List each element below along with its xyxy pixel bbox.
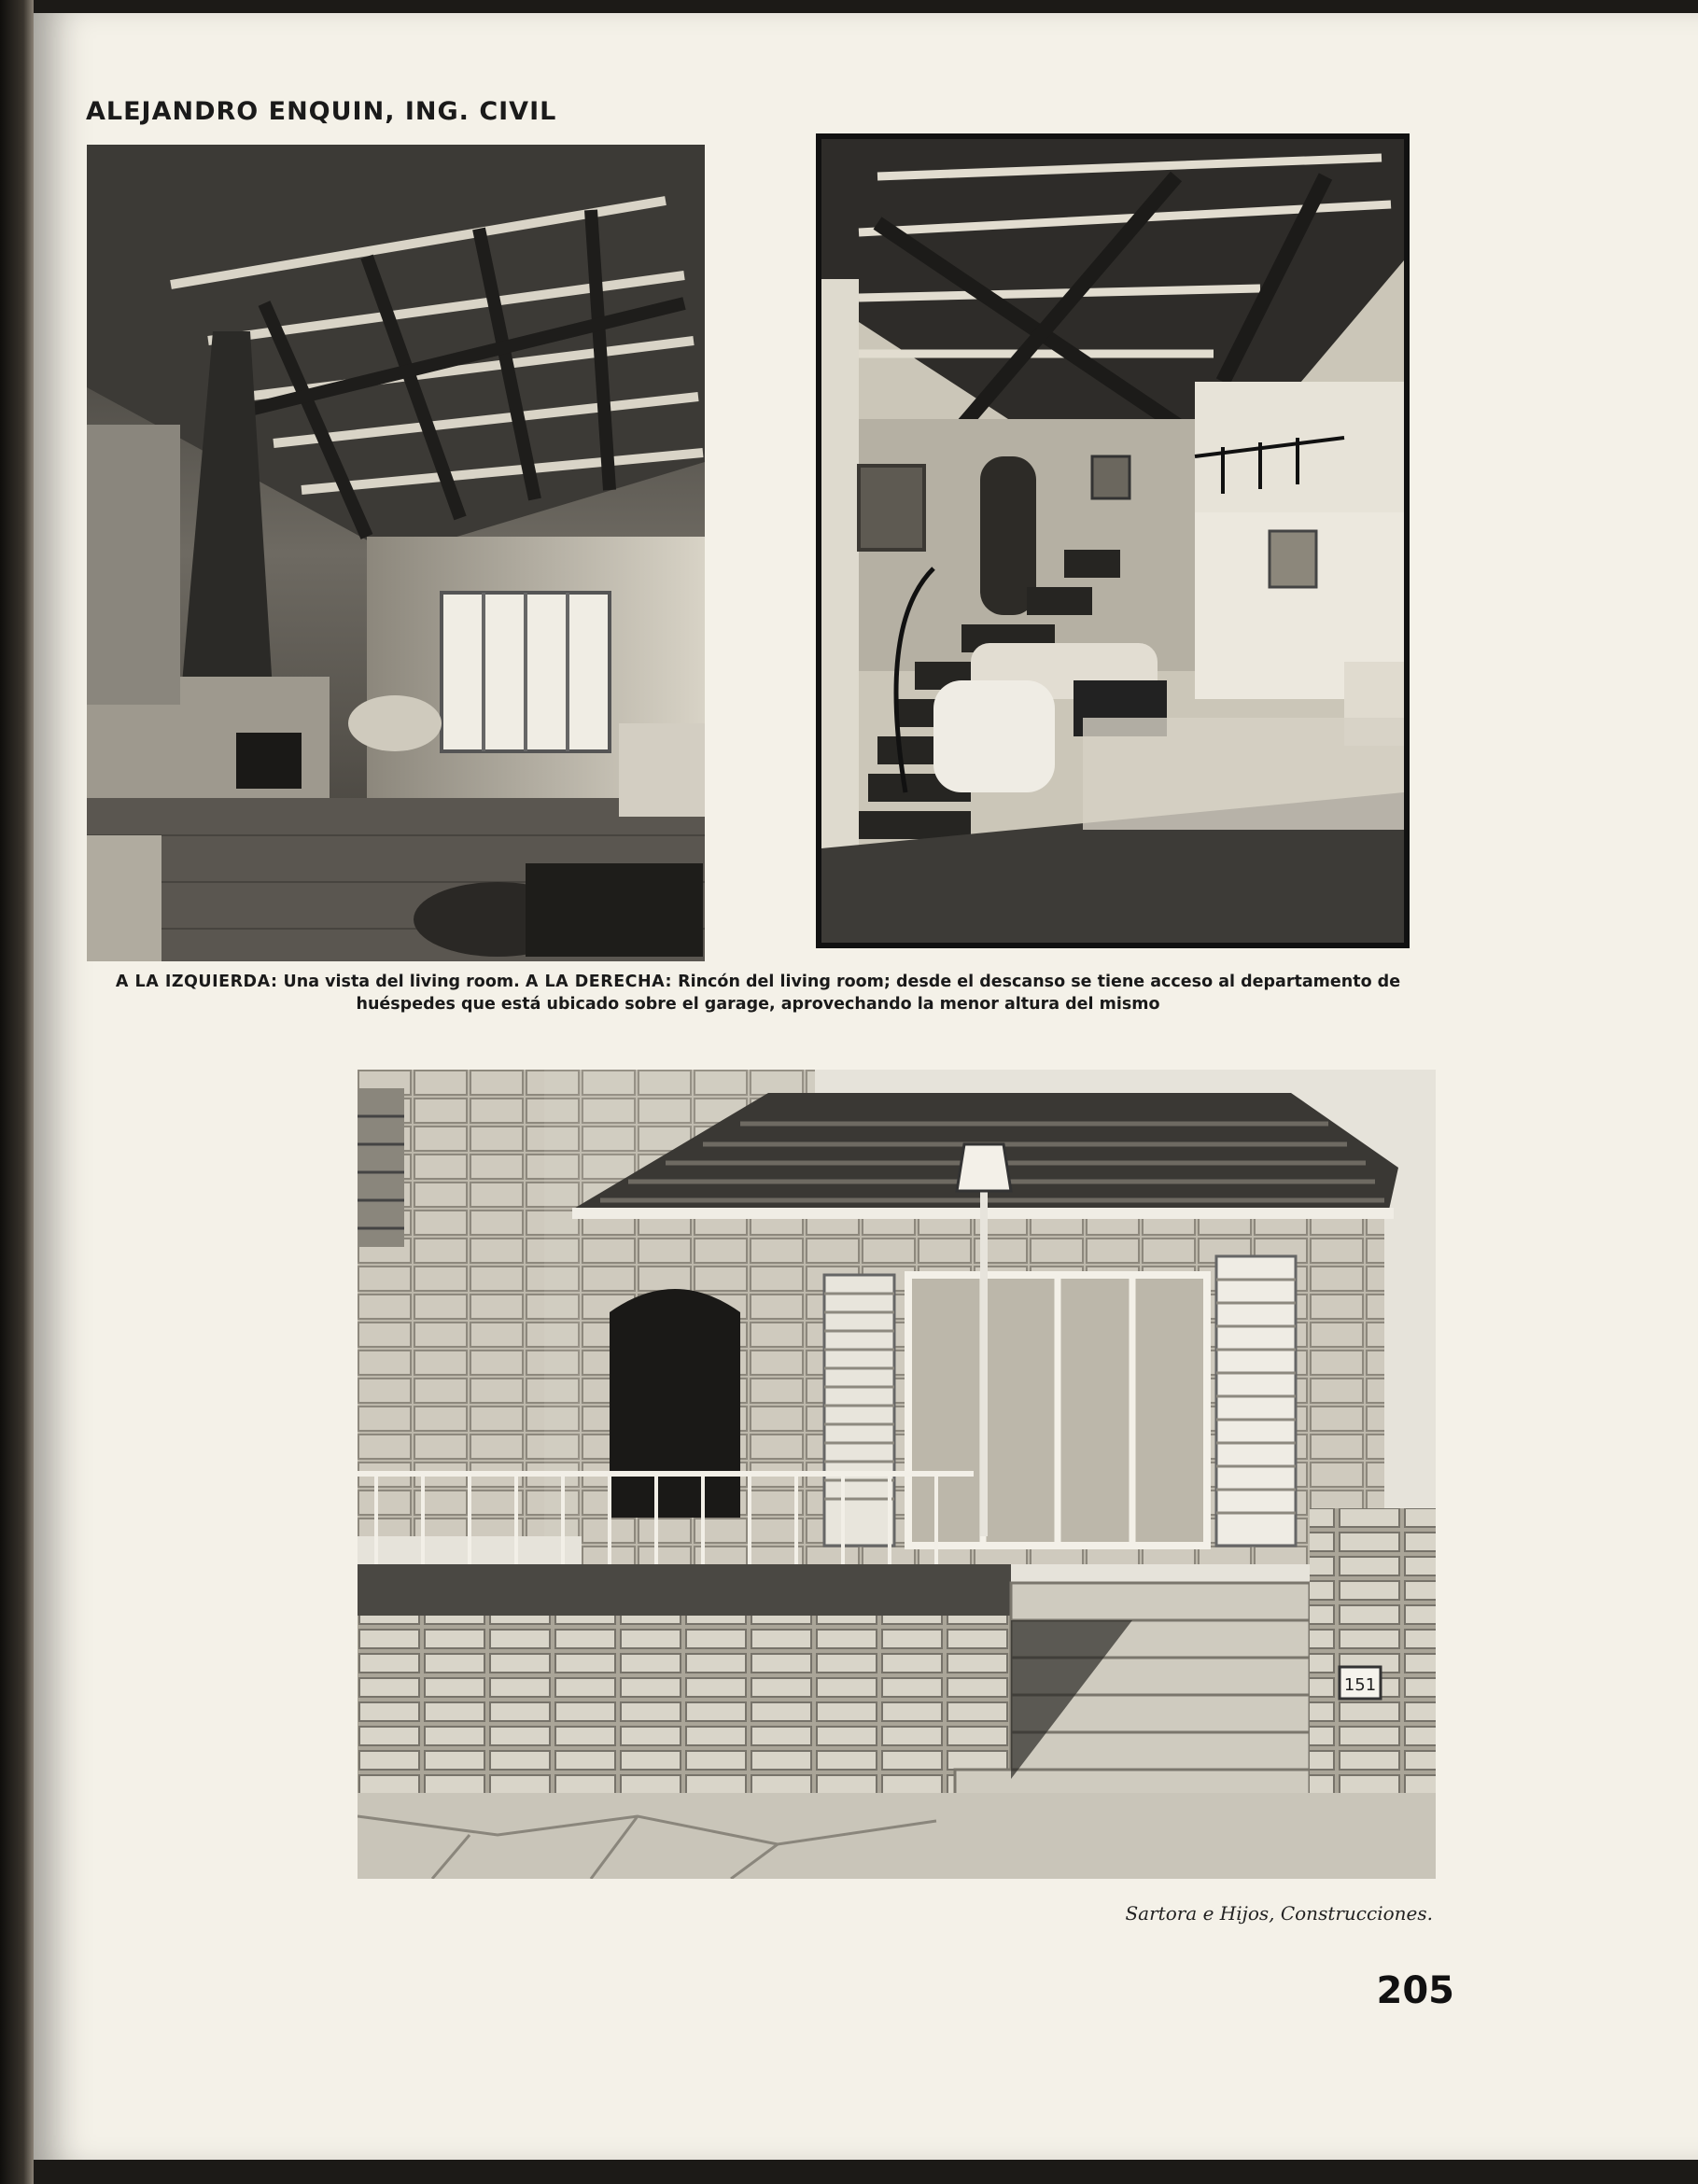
photo-staircase-corner-image: [821, 139, 1404, 943]
photo-credit: Sartora e Hijos, Construcciones.: [1125, 1902, 1433, 1925]
caption-left-text: Una vista del living room.: [283, 973, 520, 991]
page-header: ALEJANDRO ENQUIN, ING. CIVIL: [86, 97, 557, 126]
caption-right-text: Rincón del living room; desde el descanso se tiene acceso al departamento de huéspedes que está ubicado sobre el garage, aprovechando la menor altura del mismo: [356, 973, 1401, 1015]
photo-staircase-corner: [816, 133, 1410, 948]
caption-right-label: A LA DERECHA:: [525, 973, 673, 991]
caption-left-label: A LA IZQUIERDA:: [115, 973, 278, 991]
photo-living-room-image: [87, 145, 705, 961]
house-number: 151: [1343, 1675, 1377, 1695]
photo-living-room: [87, 145, 705, 961]
book-gutter: [0, 0, 34, 2184]
page-number: 205: [1376, 1969, 1454, 2012]
photo-caption: [86, 971, 1430, 1015]
photo-house-facade: [358, 1070, 1436, 1879]
photo-house-facade-image: [358, 1070, 1436, 1879]
